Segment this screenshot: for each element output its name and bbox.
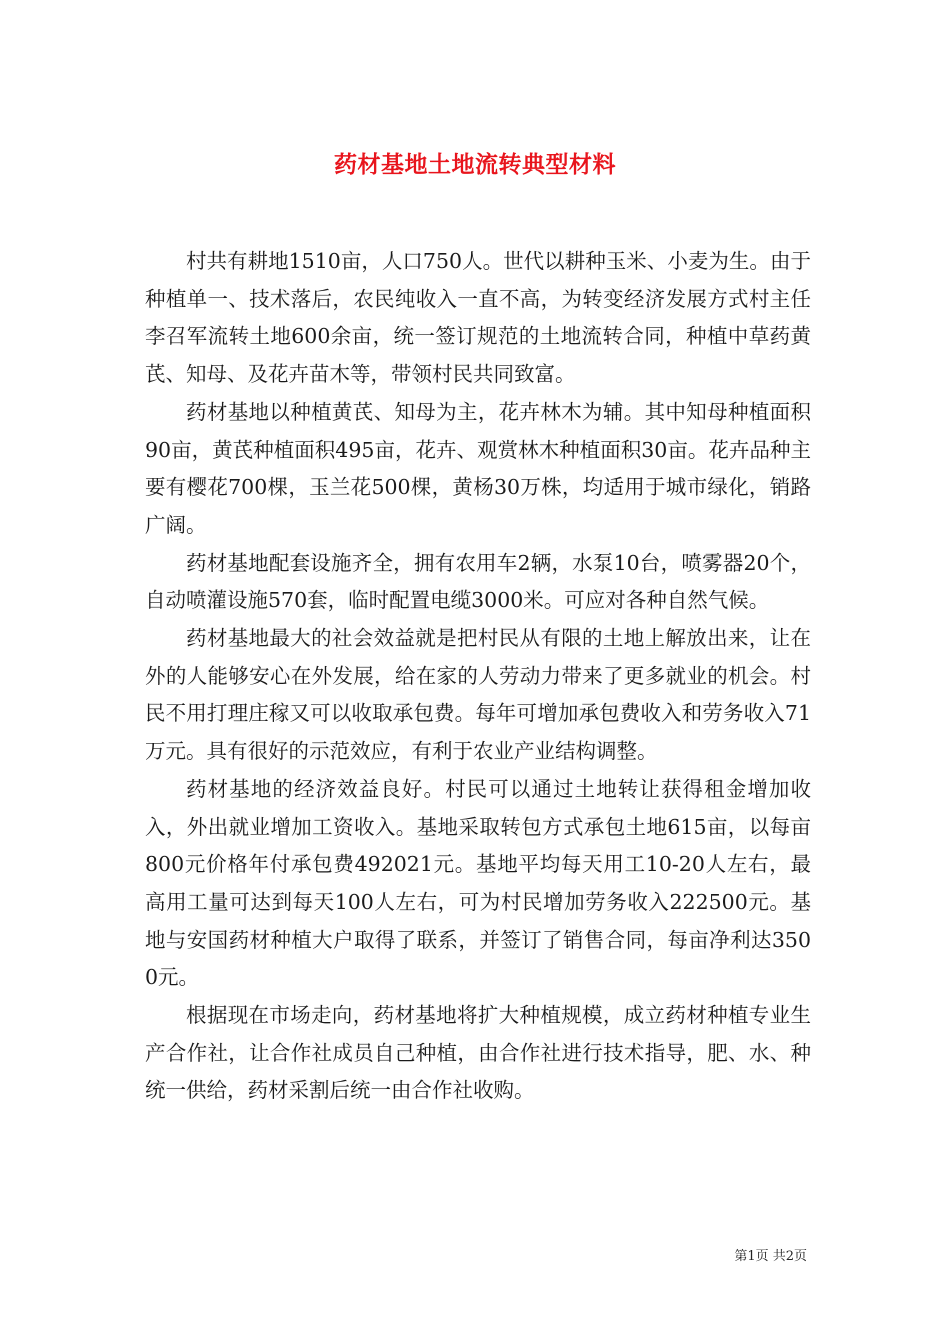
paragraph: 药材基地以种植黄芪、知母为主，花卉林木为辅。其中知母种植面积90亩，黄芪种植面积495亩，花卉、观赏林木种植面积30亩。花卉品种主要有樱花700棵，玉兰花500棵，黄杨30万株，均适用于城市绿化，销路广阔。 [145,399,811,537]
document-title: 药材基地土地流转典型材料 [334,151,616,179]
paragraph: 药材基地配套设施齐全，拥有农用车2辆，水泵10台，喷雾器20个，自动喷灌设施570套，临时配置电缆3000米。可应对各种自然气候。 [145,550,811,613]
paragraph: 药材基地最大的社会效益就是把村民从有限的土地上解放出来，让在外的人能够安心在外发展，给在家的人劳动力带来了更多就业的机会。村民不用打理庄稼又可以收取承包费。每年可增加承包费收入和劳务收入71万元。具有很好的示范效应，有利于农业产业结构调整。 [145,626,811,764]
paragraph: 药材基地的经济效益良好。村民可以通过土地转让获得租金增加收入，外出就业增加工资收入。基地采取转包方式承包土地615亩，以每亩800元价格年付承包费492021元。基地平均每天用工10-20人左右，最高用工量可达到每天100人左右，可为村民增加劳务收入222500元。基地与安国药材种植大户取得了联系，并签订了销售合同，每亩净利达3500元。 [145,776,811,990]
paragraph: 村共有耕地1510亩，人口750人。世代以耕种玉米、小麦为生。由于种植单一、技术落后，农民纯收入一直不高，为转变经济发展方式村主任李召军流转土地600余亩，统一签订规范的土地流转合同，种植中草药黄芪、知母、及花卉苗木等，带领村民共同致富。 [145,249,811,387]
page-number-footer: 第1页 共2页 [734,1249,807,1264]
document-body [145,243,811,1110]
paragraph: 根据现在市场走向，药材基地将扩大种植规模，成立药材种植专业生产合作社，让合作社成员自己种植，由合作社进行技术指导，肥、水、种统一供给，药材采割后统一由合作社收购。 [145,1003,811,1103]
